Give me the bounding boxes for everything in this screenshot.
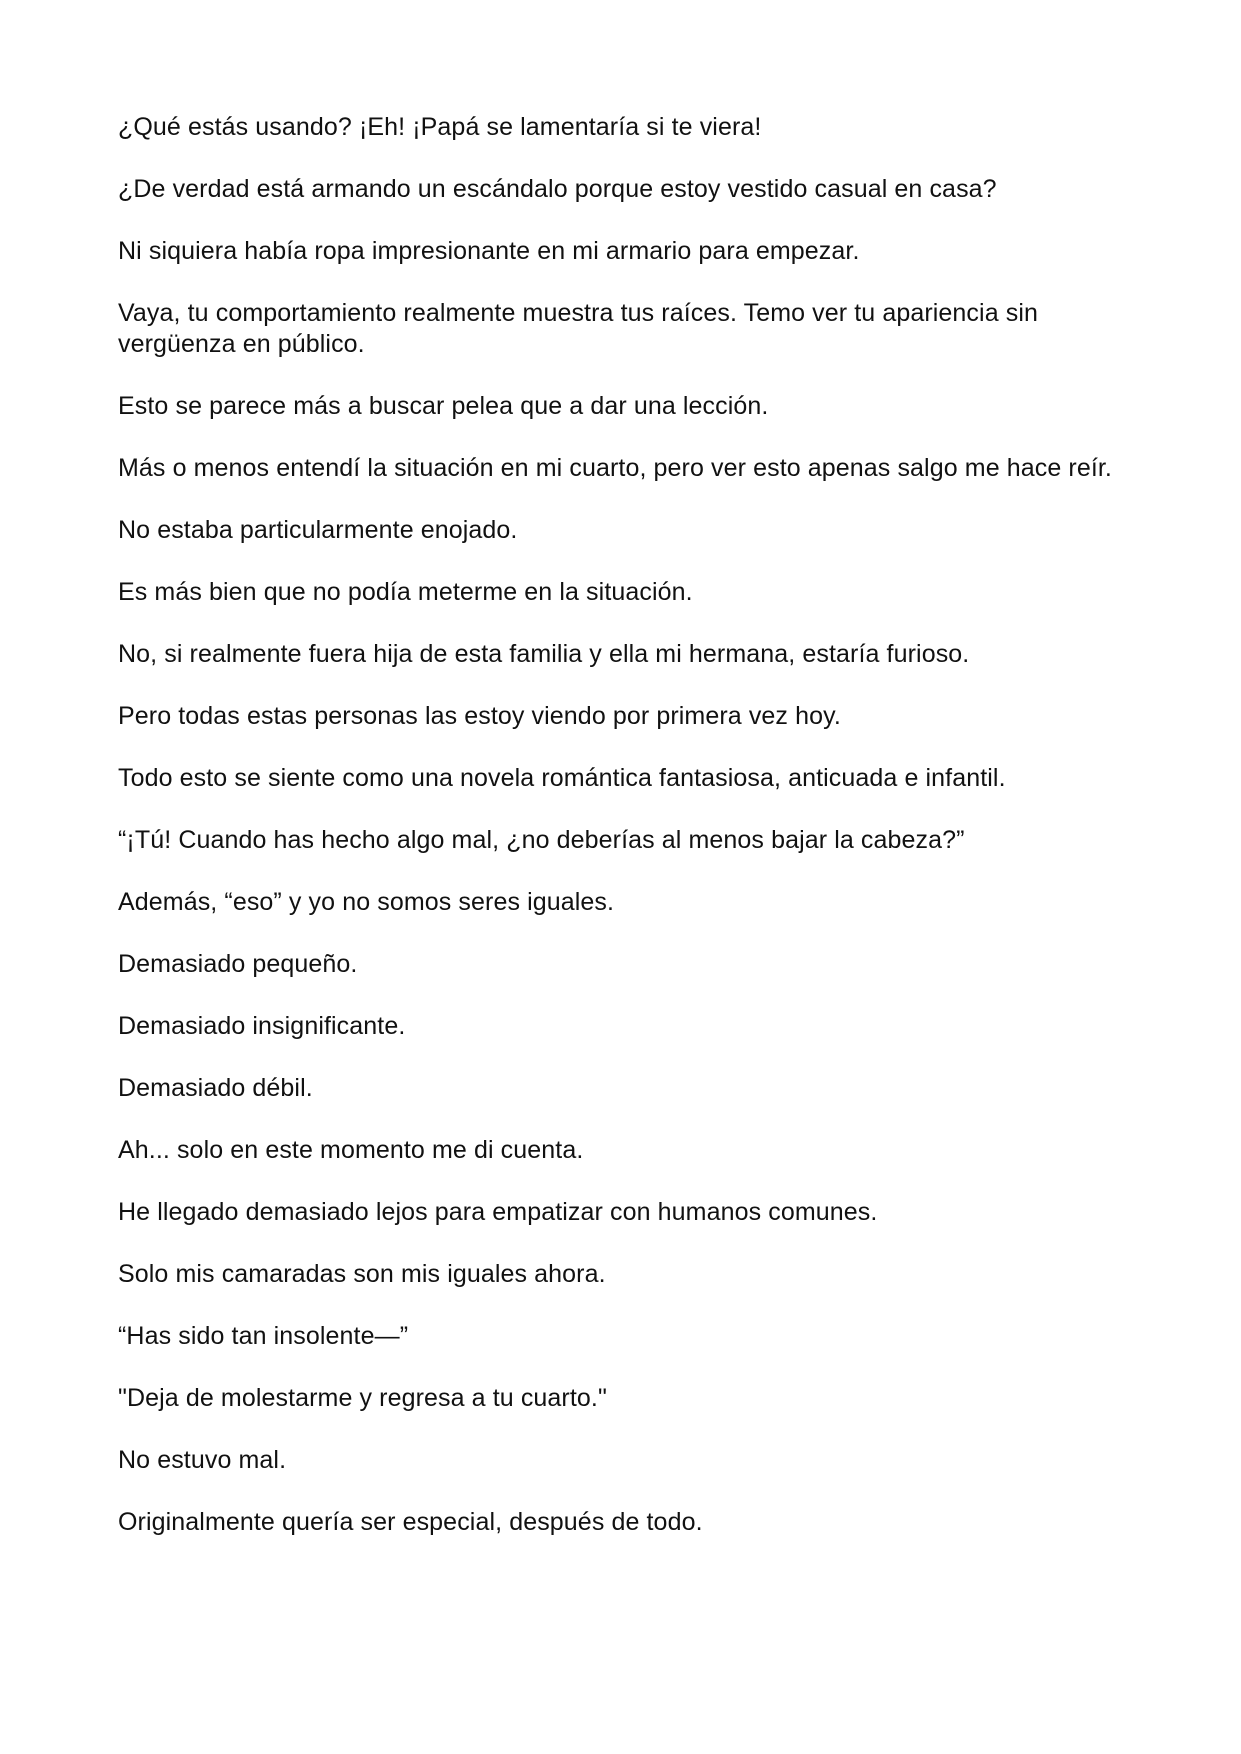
paragraph: No estaba particularmente enojado. — [118, 516, 518, 544]
paragraph: “Has sido tan insolente—” — [118, 1322, 409, 1350]
paragraph: Ni siquiera había ropa impresionante en mi armario para empezar. — [118, 237, 860, 265]
paragraph: He llegado demasiado lejos para empatizar con humanos comunes. — [118, 1198, 878, 1226]
paragraph: Originalmente quería ser especial, después de todo. — [118, 1508, 703, 1536]
paragraph: Más o menos entendí la situación en mi cuarto, pero ver esto apenas salgo me hace reír. — [118, 454, 1112, 482]
paragraph: Demasiado insignificante. — [118, 1012, 406, 1040]
paragraph: Demasiado pequeño. — [118, 950, 358, 978]
paragraph: Es más bien que no podía meterme en la situación. — [118, 578, 693, 606]
paragraph: No estuvo mal. — [118, 1446, 287, 1474]
paragraph: Además, “eso” y yo no somos seres iguales. — [118, 888, 615, 916]
document-body — [118, 112, 1128, 1569]
paragraph: ¿Qué estás usando? ¡Eh! ¡Papá se lamentaría si te viera! — [118, 113, 762, 141]
paragraph: "Deja de molestarme y regresa a tu cuarto." — [118, 1384, 607, 1412]
paragraph: Esto se parece más a buscar pelea que a dar una lección. — [118, 392, 769, 420]
paragraph: No, si realmente fuera hija de esta familia y ella mi hermana, estaría furioso. — [118, 640, 970, 668]
paragraph: Todo esto se siente como una novela romántica fantasiosa, anticuada e infantil. — [118, 764, 1006, 792]
paragraph: “¡Tú! Cuando has hecho algo mal, ¿no deberías al menos bajar la cabeza?” — [118, 826, 965, 854]
paragraph: Vaya, tu comportamiento realmente muestra tus raíces. Temo ver tu apariencia sin vergüenza en público. — [118, 299, 1038, 358]
paragraph: Ah... solo en este momento me di cuenta. — [118, 1136, 584, 1164]
paragraph: Pero todas estas personas las estoy viendo por primera vez hoy. — [118, 702, 841, 730]
paragraph: Demasiado débil. — [118, 1074, 313, 1102]
paragraph: ¿De verdad está armando un escándalo porque estoy vestido casual en casa? — [118, 175, 997, 203]
paragraph: Solo mis camaradas son mis iguales ahora. — [118, 1260, 606, 1288]
